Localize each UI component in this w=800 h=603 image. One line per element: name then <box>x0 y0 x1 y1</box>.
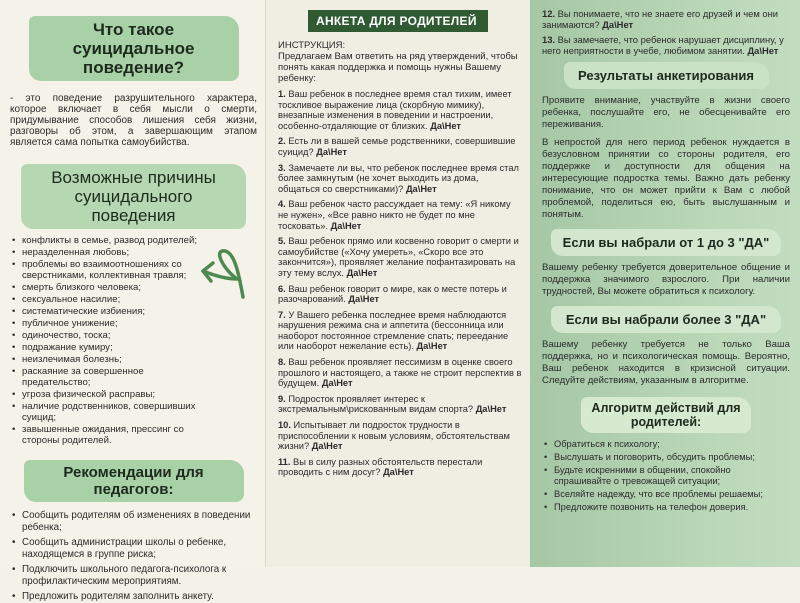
list-item: • наличие родственников, совершивших суицид; <box>10 401 200 423</box>
question-item <box>278 357 522 389</box>
algorithm-title: Алгоритм действий для родителей: <box>581 397 751 433</box>
score-low-title: Если вы набрали от 1 до 3 "ДА" <box>551 229 781 256</box>
question-number: 10. <box>278 420 291 431</box>
list-item: • смерть близкого человека; <box>10 282 200 293</box>
score-high-title: Если вы набрали более 3 "ДА" <box>551 306 781 333</box>
list-item: • Обратиться к психологу; <box>542 439 790 450</box>
instruction-text: Предлагаем Вам ответить на ряд утверждений, чтобы понять какая поддержка и помощь нужны Вашему ребенку: <box>278 51 518 84</box>
list-item: • подражание кумиру; <box>10 342 200 353</box>
question-number: 11. <box>278 456 291 467</box>
question-text: Замечаете ли вы, что ребенок последнее время стал более замкнутым (не хочет выходить из дома, общаться со сверстниками)? <box>278 162 519 194</box>
yes-no-option[interactable]: Да\Нет <box>602 19 634 30</box>
yes-no-option[interactable]: Да\Нет <box>330 220 362 231</box>
question-number: 12. <box>542 8 556 19</box>
list-item: • Сообщить родителям об изменениях в поведении ребенка; <box>10 510 257 534</box>
left-column <box>0 0 265 602</box>
question-text: Подросток проявляет интерес к экстремальным\рискованным видам спорта? <box>278 393 474 415</box>
results-paragraph: В непростой для него период ребенок нуждается в безусловном принятии со стороны родителя, его поддержке и доступности для общения на интересующие подростка темы. Важно дать ребенку понимание, что он может прийти к Вам с любой проблемой, поделиться ею, быть выслушанным и понятым. <box>542 137 790 220</box>
yes-no-option[interactable]: Да\Нет <box>475 404 507 415</box>
question-number: 5. <box>278 236 286 247</box>
list-item: • угроза физической расправы; <box>10 389 200 400</box>
question-text: Есть ли в вашей семье родственники, совершившие суицид? <box>278 136 516 157</box>
question-text: У Вашего ребенка последнее время наблюдаются нарушения режима сна и аппетита (бессонница или наоборот постоянное стремление спать; переедание или наоборот нежелание есть). <box>278 309 509 352</box>
what-is-title: Что такое суицидальное поведение? <box>29 16 239 81</box>
yes-no-option[interactable]: Да\Нет <box>430 120 461 131</box>
question-number: 8. <box>278 357 286 368</box>
yes-no-option[interactable]: Да\Нет <box>383 467 414 478</box>
question-item <box>278 89 522 131</box>
causes-list <box>10 235 200 446</box>
list-item: • публичное унижение; <box>10 318 200 329</box>
question-number: 6. <box>278 283 286 294</box>
recommendations-list <box>10 510 257 603</box>
list-item: • Подключить школьного педагога-психолога к профилактическим мероприятиям. <box>10 564 257 588</box>
yes-no-option[interactable]: Да\Нет <box>747 45 779 56</box>
score-high-text: Вашему ребенку требуется не только Ваша поддержка, но и психологическая помощь. Вероятно, Ваш ребенок находится в кризисной ситуации. Следуйте действиям, указанным в алгоритме. <box>542 339 790 386</box>
question-number: 9. <box>278 393 286 404</box>
list-item: • систематические избиения; <box>10 306 200 317</box>
results-title: Результаты анкетирования <box>564 62 769 89</box>
question-item <box>278 236 522 278</box>
question-item <box>278 394 522 415</box>
yes-no-option[interactable]: Да\Нет <box>316 146 347 157</box>
yes-no-option[interactable]: Да\Нет <box>416 341 448 352</box>
question-item <box>542 8 790 30</box>
question-text: Ваш ребенок в последнее время стал тихим, имеет тоскливое выражение лица (скорбную мимику), внезапные изменения в поведении и настроении, особенно-отдаляющие от близких. <box>278 89 512 131</box>
yes-no-option[interactable]: Да\Нет <box>346 267 378 278</box>
yes-no-option[interactable]: Да\Нет <box>311 441 343 452</box>
right-column <box>530 0 800 567</box>
question-item <box>278 163 522 195</box>
instruction-label: ИНСТРУКЦИЯ: <box>278 40 346 51</box>
question-text: Вы в силу разных обстоятельств перестали проводить с ним досуг? <box>278 456 483 478</box>
list-item: • Вселяйте надежду, что все проблемы решаемы; <box>542 489 790 500</box>
recommendations-title: Рекомендации для педагогов: <box>24 460 244 502</box>
questionnaire-title: АНКЕТА ДЛЯ РОДИТЕЛЕЙ <box>308 10 488 32</box>
middle-column <box>265 0 530 567</box>
list-item: • конфликты в семье, развод родителей; <box>10 235 200 246</box>
question-number: 7. <box>278 309 286 320</box>
question-item <box>278 457 522 478</box>
list-item: • раскаяние за совершенное предательство; <box>10 366 200 388</box>
list-item: • одиночество, тоска; <box>10 330 200 341</box>
list-item: • сексуальное насилие; <box>10 294 200 305</box>
question-item <box>278 136 522 157</box>
question-number: 3. <box>278 162 286 173</box>
question-text: Ваш ребенок говорит о мире, как о месте потерь и разочарований. <box>278 283 507 305</box>
list-item: • Будьте искренними в общении, спокойно спрашивайте о тревожащей ситуации; <box>542 465 790 487</box>
question-text: Вы замечаете, что ребенок нарушает дисциплину, у него неприятности в учебе, любимом занятии. <box>542 34 784 56</box>
question-number: 1. <box>278 89 286 99</box>
question-text: Испытывает ли подросток трудности в приспособлении к новым условиям, обстоятельствам жизни? <box>278 420 510 452</box>
list-item: • Предложить родителям заполнить анкету. <box>10 591 257 603</box>
yes-no-option[interactable]: Да\Нет <box>405 183 437 194</box>
question-number: 13. <box>542 34 556 45</box>
algorithm-list <box>542 439 790 513</box>
list-item: • неизлечимая болезнь; <box>10 354 200 365</box>
list-item: • Предложите позвонить на телефон доверия. <box>542 502 790 513</box>
question-text: Ваш ребенок проявляет пессимизм в оценке своего прошлого и настоящего, а также не строит перспектив в будущем. <box>278 357 522 389</box>
list-item: • Сообщить администрации школы о ребенке, находящемся в группе риска; <box>10 537 257 561</box>
question-text: Вы понимаете, что не знаете его друзей и чем они занимаются? <box>542 8 778 30</box>
yes-no-option[interactable]: Да\Нет <box>348 294 380 305</box>
question-number: 2. <box>278 136 286 147</box>
question-text: Ваш ребенок часто рассуждает на тему: «Я никому не нужен», «Все равно никто не будет по мне тосковать». <box>278 199 511 231</box>
list-item: • завышенные ожидания, прессинг со стороны родителей. <box>10 424 200 446</box>
arrow-icon <box>195 245 250 305</box>
results-paragraph: Проявите внимание, участвуйте в жизни своего ребенка, послушайте его, не обесценивайте его переживания. <box>542 95 790 130</box>
yes-no-option[interactable]: Да\Нет <box>321 378 353 389</box>
question-item <box>278 199 522 231</box>
causes-title: Возможные причины суицидального поведения <box>21 164 246 229</box>
question-item <box>278 284 522 305</box>
list-item: • проблемы во взаимоотношениях со сверстниками, коллективная травля; <box>10 259 200 281</box>
list-item: • Выслушать и поговорить, обсудить проблемы; <box>542 452 790 463</box>
question-item <box>542 34 790 56</box>
list-item: • неразделенная любовь; <box>10 247 200 258</box>
definition-text: - это поведение разрушительного характера, которое включает в себя мысли о смерти, придумывание способов лишения себя жизни, разговоры об этом, а завершающим этапом является сама попытка самоубийства. <box>10 93 257 148</box>
question-text: Ваш ребенок прямо или косвенно говорит о смерти и самоубийстве («Хочу умереть», «Скоро все это закончится»), проявляет желание пофантазировать на эту тему вслух. <box>278 236 519 278</box>
score-low-text: Вашему ребенку требуется доверительное общение и поддержка значимого взрослого. При наличии трудностей, Вы можете обратиться к психологу. <box>542 262 790 297</box>
question-item <box>278 310 522 352</box>
question-number: 4. <box>278 199 286 210</box>
question-item <box>278 420 522 452</box>
